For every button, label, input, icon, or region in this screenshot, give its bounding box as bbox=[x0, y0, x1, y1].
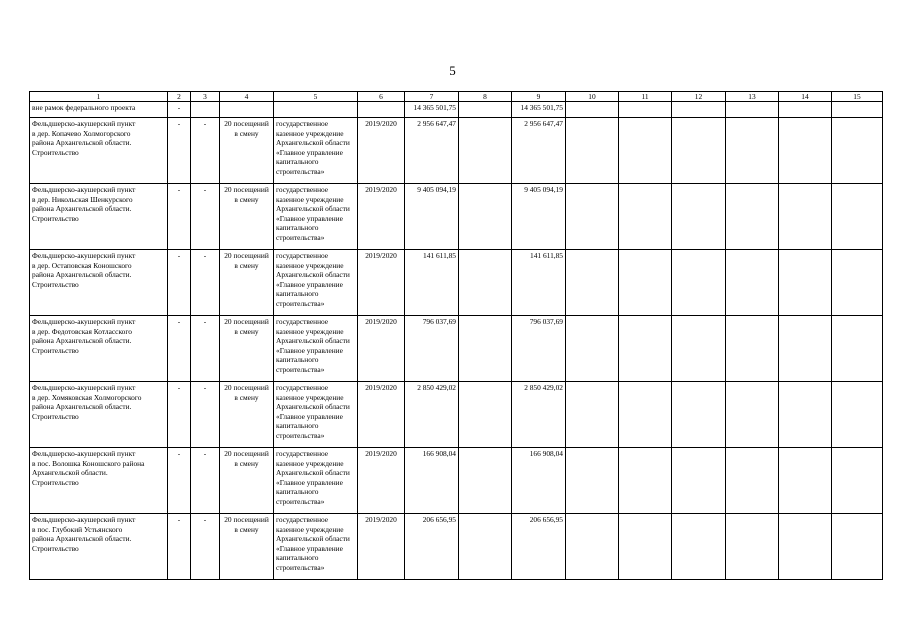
page-number: 5 bbox=[449, 63, 456, 78]
col9-amount: 2 956 647,47 bbox=[512, 118, 566, 184]
total-amount: 2 850 429,02 bbox=[405, 382, 459, 448]
empty-cell bbox=[832, 316, 883, 382]
col9-amount: 166 908,04 bbox=[512, 448, 566, 514]
empty-cell bbox=[832, 184, 883, 250]
table-row bbox=[30, 184, 883, 250]
column-header: 14 bbox=[779, 92, 832, 102]
column-header: 4 bbox=[220, 92, 274, 102]
col3-dash: - bbox=[191, 250, 220, 316]
period: 2019/2020 bbox=[358, 184, 405, 250]
table-row bbox=[30, 250, 883, 316]
empty-cell bbox=[726, 102, 779, 118]
col3-dash: - bbox=[191, 382, 220, 448]
customer: государственное казенное учреждение Архангельской области «Главное управление капитального строительства» bbox=[274, 382, 358, 448]
customer: государственное казенное учреждение Архангельской области «Главное управление капитального строительства» bbox=[274, 316, 358, 382]
intro-col9: 14 365 501,75 bbox=[512, 102, 566, 118]
customer: государственное казенное учреждение Архангельской области «Главное управление капитального строительства» bbox=[274, 448, 358, 514]
empty-cell bbox=[619, 118, 672, 184]
intro-total: 14 365 501,75 bbox=[405, 102, 459, 118]
total-amount: 796 037,69 bbox=[405, 316, 459, 382]
capacity: 20 посещений в смену bbox=[220, 448, 274, 514]
empty-cell bbox=[832, 250, 883, 316]
empty-cell bbox=[726, 448, 779, 514]
empty-cell bbox=[779, 184, 832, 250]
empty-cell bbox=[619, 514, 672, 580]
col3-dash: - bbox=[191, 514, 220, 580]
capacity: 20 посещений в смену bbox=[220, 250, 274, 316]
empty-cell bbox=[726, 118, 779, 184]
capacity: 20 посещений в смену bbox=[220, 316, 274, 382]
investment-table bbox=[29, 91, 883, 580]
empty-cell bbox=[619, 102, 672, 118]
column-header: 10 bbox=[566, 92, 619, 102]
total-amount: 141 611,85 bbox=[405, 250, 459, 316]
empty-cell bbox=[726, 514, 779, 580]
empty-cell bbox=[779, 382, 832, 448]
empty-cell bbox=[619, 250, 672, 316]
empty-cell bbox=[459, 514, 512, 580]
customer: государственное казенное учреждение Архангельской области «Главное управление капитального строительства» bbox=[274, 250, 358, 316]
col9-amount: 2 850 429,02 bbox=[512, 382, 566, 448]
col2-dash: - bbox=[168, 184, 191, 250]
table-row bbox=[30, 514, 883, 580]
period: 2019/2020 bbox=[358, 118, 405, 184]
empty-cell bbox=[619, 448, 672, 514]
col2-dash: - bbox=[168, 316, 191, 382]
empty-cell bbox=[619, 184, 672, 250]
empty-cell bbox=[779, 514, 832, 580]
col3-dash: - bbox=[191, 118, 220, 184]
empty-cell bbox=[358, 102, 405, 118]
empty-cell bbox=[779, 448, 832, 514]
capacity: 20 посещений в смену bbox=[220, 184, 274, 250]
empty-cell bbox=[779, 316, 832, 382]
empty-cell bbox=[672, 102, 726, 118]
empty-cell bbox=[779, 250, 832, 316]
col9-amount: 206 656,95 bbox=[512, 514, 566, 580]
col3-dash: - bbox=[191, 448, 220, 514]
col9-amount: 796 037,69 bbox=[512, 316, 566, 382]
capacity: 20 посещений в смену bbox=[220, 514, 274, 580]
empty-cell bbox=[566, 250, 619, 316]
table-row bbox=[30, 448, 883, 514]
column-header: 7 bbox=[405, 92, 459, 102]
empty-cell bbox=[726, 316, 779, 382]
object-name: Фельдшерско-акушерский пункт в дер. Никольская Шенкурского района Архангельской области. Строительство bbox=[30, 184, 168, 250]
capacity: 20 посещений в смену bbox=[220, 118, 274, 184]
table-row bbox=[30, 118, 883, 184]
column-header: 3 bbox=[191, 92, 220, 102]
col9-amount: 141 611,85 bbox=[512, 250, 566, 316]
period: 2019/2020 bbox=[358, 382, 405, 448]
column-header: 11 bbox=[619, 92, 672, 102]
empty-cell bbox=[672, 316, 726, 382]
intro-dash: - bbox=[168, 102, 191, 118]
period: 2019/2020 bbox=[358, 316, 405, 382]
empty-cell bbox=[566, 514, 619, 580]
object-name: Фельдшерско-акушерский пункт в дер. Остаповская Коношского района Архангельской области. Строительство bbox=[30, 250, 168, 316]
total-amount: 206 656,95 bbox=[405, 514, 459, 580]
empty-cell bbox=[832, 382, 883, 448]
customer: государственное казенное учреждение Архангельской области «Главное управление капитального строительства» bbox=[274, 118, 358, 184]
column-number-row bbox=[30, 92, 883, 102]
empty-cell bbox=[832, 448, 883, 514]
empty-cell bbox=[832, 102, 883, 118]
empty-cell bbox=[191, 102, 220, 118]
empty-cell bbox=[274, 102, 358, 118]
empty-cell bbox=[566, 448, 619, 514]
capacity: 20 посещений в смену bbox=[220, 382, 274, 448]
total-amount: 2 956 647,47 bbox=[405, 118, 459, 184]
col3-dash: - bbox=[191, 316, 220, 382]
empty-cell bbox=[779, 102, 832, 118]
empty-cell bbox=[566, 118, 619, 184]
period: 2019/2020 bbox=[358, 448, 405, 514]
intro-row bbox=[30, 102, 883, 118]
empty-cell bbox=[619, 316, 672, 382]
col2-dash: - bbox=[168, 250, 191, 316]
empty-cell bbox=[672, 382, 726, 448]
col2-dash: - bbox=[168, 118, 191, 184]
total-amount: 9 405 094,19 bbox=[405, 184, 459, 250]
column-header: 12 bbox=[672, 92, 726, 102]
empty-cell bbox=[672, 448, 726, 514]
empty-cell bbox=[459, 316, 512, 382]
object-name: Фельдшерско-акушерский пункт в дер. Копачево Холмогорского района Архангельской области. Строительство bbox=[30, 118, 168, 184]
table-row bbox=[30, 316, 883, 382]
empty-cell bbox=[726, 250, 779, 316]
total-amount: 166 908,04 bbox=[405, 448, 459, 514]
object-name: Фельдшерско-акушерский пункт в дер. Хомяковская Холмогорского района Архангельской области. Строительство bbox=[30, 382, 168, 448]
column-header: 5 bbox=[274, 92, 358, 102]
empty-cell bbox=[566, 102, 619, 118]
object-name: Фельдшерско-акушерский пункт в дер. Федотовская Котласского района Архангельской области. Строительство bbox=[30, 316, 168, 382]
empty-cell bbox=[619, 382, 672, 448]
period: 2019/2020 bbox=[358, 250, 405, 316]
customer: государственное казенное учреждение Архангельской области «Главное управление капитального строительства» bbox=[274, 514, 358, 580]
col2-dash: - bbox=[168, 514, 191, 580]
col2-dash: - bbox=[168, 448, 191, 514]
col2-dash: - bbox=[168, 382, 191, 448]
column-header: 9 bbox=[512, 92, 566, 102]
empty-cell bbox=[459, 250, 512, 316]
col3-dash: - bbox=[191, 184, 220, 250]
empty-cell bbox=[459, 382, 512, 448]
empty-cell bbox=[566, 316, 619, 382]
empty-cell bbox=[459, 184, 512, 250]
empty-cell bbox=[832, 514, 883, 580]
empty-cell bbox=[566, 382, 619, 448]
empty-cell bbox=[779, 118, 832, 184]
period: 2019/2020 bbox=[358, 514, 405, 580]
column-header: 8 bbox=[459, 92, 512, 102]
empty-cell bbox=[672, 118, 726, 184]
empty-cell bbox=[672, 514, 726, 580]
empty-cell bbox=[726, 184, 779, 250]
column-header: 1 bbox=[30, 92, 168, 102]
empty-cell bbox=[459, 448, 512, 514]
empty-cell bbox=[459, 118, 512, 184]
empty-cell bbox=[726, 382, 779, 448]
customer: государственное казенное учреждение Архангельской области «Главное управление капитального строительства» bbox=[274, 184, 358, 250]
column-header: 2 bbox=[168, 92, 191, 102]
column-header: 13 bbox=[726, 92, 779, 102]
empty-cell bbox=[672, 184, 726, 250]
intro-label: вне рамок федерального проекта bbox=[30, 102, 168, 118]
empty-cell bbox=[672, 250, 726, 316]
empty-cell bbox=[832, 118, 883, 184]
column-header: 6 bbox=[358, 92, 405, 102]
table-row bbox=[30, 382, 883, 448]
object-name: Фельдшерско-акушерский пункт в пос. Глубокий Устьянского района Архангельской области. Строительство bbox=[30, 514, 168, 580]
col9-amount: 9 405 094,19 bbox=[512, 184, 566, 250]
object-name: Фельдшерско-акушерский пункт в пос. Волошка Коношского района Архангельской области. Строительство bbox=[30, 448, 168, 514]
empty-cell bbox=[566, 184, 619, 250]
column-header: 15 bbox=[832, 92, 883, 102]
empty-cell bbox=[459, 102, 512, 118]
empty-cell bbox=[220, 102, 274, 118]
